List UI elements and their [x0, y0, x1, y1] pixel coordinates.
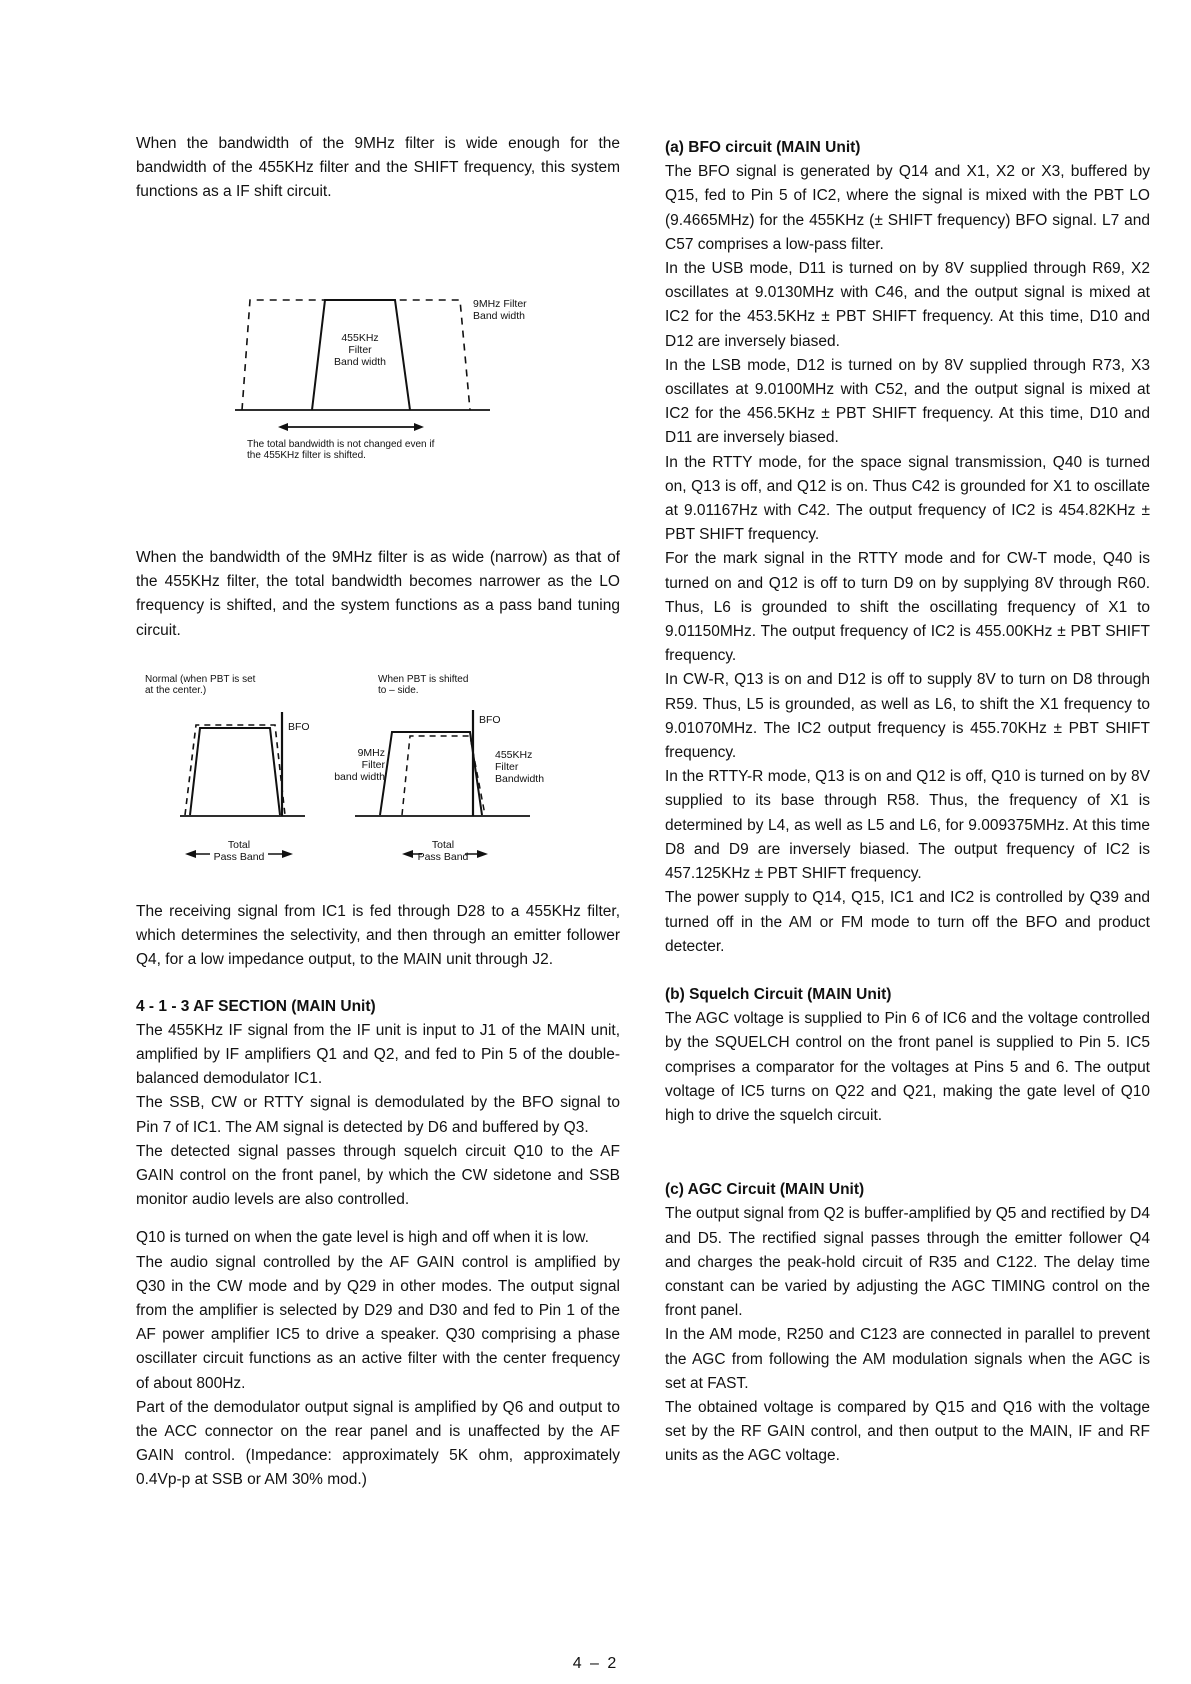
- total-label-right: Total: [431, 839, 455, 851]
- squelch-heading: (b) Squelch Circuit (MAIN Unit): [665, 985, 892, 1003]
- pbt-shifted-title-line2: to – side.: [378, 685, 419, 696]
- pbt-shifted-title-line1: When PBT is shifted: [378, 674, 469, 685]
- pbt-diagram: [140, 670, 610, 880]
- af-paragraph-6: Part of the demodulator output signal is amplified by Q6 and output to the ACC connector on the rear panel and is unaffected by the AF GAIN control. (Impedance: approximately 5K ohm, approximately 0.4Vp-p at SSB or AM 30% mod.): [136, 1398, 620, 1489]
- agc-heading: (c) AGC Circuit (MAIN Unit): [665, 1181, 865, 1199]
- filter455-line3: Bandwidth: [495, 773, 545, 785]
- left-column-bottom: [136, 900, 620, 1493]
- filter455-line1: 455KHz: [495, 749, 533, 761]
- filter9-line2: Filter: [361, 759, 385, 771]
- left-column-pbt: [136, 546, 620, 643]
- label-9mhz-line2: Band width: [473, 310, 525, 322]
- agc-paragraph-2: In the AM mode, R250 and C123 are connected in parallel to prevent the AGC from following the AM modulation signals when the AGC is set at FAST.: [665, 1326, 1150, 1392]
- bfo-paragraph-4: In the RTTY mode, for the space signal transmission, Q40 is turned on, Q13 is off, and Q12 is on. Thus C42 is grounded for X1 to oscillate at 9.01167Hz with C42. The output frequency of IC2 is 454.82KHz ± PBT SHIFT frequency.: [665, 453, 1150, 544]
- bfo-paragraph-5: For the mark signal in the RTTY mode and for CW-T mode, Q40 is turned on and Q12 is off to turn D9 on by supplying 8V through R60. Thus, L6 is grounded to shift the oscillating frequency of X1 to 9.01150MHz. The output frequency of IC2 is 455.00KHz ± PBT SHIFT frequency.: [665, 550, 1150, 665]
- agc-paragraph-1: The output signal from Q2 is buffer-amplified by Q5 and rectified by D4 and D5. The rectified signal passes through the emitter follower Q4 and charges the peak-hold circuit of R35 and C122. The delay time constant can be varied by adjusting the AGC TIMING control on the front panel.: [665, 1205, 1150, 1320]
- bfo-paragraph-6: In CW-R, Q13 is on and D12 is off to supply 8V to turn on D8 through R59. Thus, L5 is grounded, as well as L6, to shift the X1 frequency to 9.01070MHz. The IC2 output frequency is 455.70KHz ± PBT SHIFT frequency.: [665, 671, 1150, 762]
- right-column: [665, 136, 1150, 1469]
- af-paragraph-5: The audio signal controlled by the AF GAIN control is amplified by Q30 in the CW mode and by Q29 in other modes. The output signal from the amplifier is selected by D29 and D30 and fed to Pin 1 of the AF power amplifier IC5 to drive a speaker. Q30 comprising a phase oscillater circuit functions as an active filter with the center frequency of about 800Hz.: [136, 1253, 620, 1392]
- label-455-line2: Filter: [348, 344, 372, 356]
- bfo-label-right: BFO: [479, 714, 501, 726]
- paragraph-receiving-signal: The receiving signal from IC1 is fed through D28 to a 455KHz filter, which determines the selectivity, and then through an emitter follower Q4, for a low impedance output, to the MAIN unit through J2.: [136, 903, 620, 969]
- label-455-line1: 455KHz: [341, 332, 379, 344]
- total-label-left: Total: [227, 839, 251, 851]
- pass-band-label-left: Pass Band: [213, 851, 265, 863]
- af-paragraph-4: Q10 is turned on when the gate level is high and off when it is low.: [136, 1229, 589, 1247]
- filter455-line2: Filter: [495, 761, 519, 773]
- paragraph-if-shift: When the bandwidth of the 9MHz filter is wide enough for the bandwidth of the 455KHz filter and the SHIFT frequency, this system functions as a IF shift circuit.: [136, 135, 620, 201]
- bfo-paragraph-7: In the RTTY-R mode, Q13 is on and Q12 is off, Q10 is turned on by 8V supplied to its base through R58. Thus, the frequency of X1 is determined by L4, as well as L5 and L6, for 9.009375MHz. At this time D8 and D9 are inversely biased. The output frequency of IC2 is 457.125KHz ± PBT SHIFT frequency.: [665, 768, 1150, 883]
- bfo-paragraph-3: In the LSB mode, D12 is turned on by 8V supplied through R73, X3 oscillates at 9.0100MHz with C52, and the output signal is mixed at IC2 for the 456.5KHz ± PBT SHIFT frequency. At this time, D10 and D11 are inversely biased.: [665, 356, 1150, 447]
- left-column-top: [136, 132, 620, 205]
- bfo-paragraph-1: The BFO signal is generated by Q14 and X1, X2 or X3, buffered by Q15, fed to Pin 5 of IC2, where the signal is mixed with the PBT LO (9.4665MHz) for the 455KHz (± SHIFT frequency) BFO signal. L7 and C57 comprises a low-pass filter.: [665, 163, 1150, 253]
- pbt-normal-title-line2: at the center.): [145, 685, 207, 696]
- af-paragraph-2: The SSB, CW or RTTY signal is demodulated by the BFO signal to Pin 7 of IC1. The AM signal is detected by D6 and buffered by Q3.: [136, 1094, 620, 1136]
- label-455-line3: Band width: [334, 356, 386, 368]
- figure1-caption-line1: The total bandwidth is not changed even if: [247, 439, 435, 450]
- pbt-normal-title-line1: Normal (when PBT is set: [145, 674, 256, 685]
- agc-paragraph-3: The obtained voltage is compared by Q15 and Q16 with the voltage set by the RF GAIN control, and then output to the MAIN, IF and RF units as the AGC voltage.: [665, 1398, 1150, 1465]
- page-number: 4 – 2: [572, 1655, 619, 1672]
- section-title-af: 4 - 1 - 3 AF SECTION (MAIN Unit): [136, 997, 376, 1015]
- filter9-line3: band width: [334, 771, 385, 783]
- if-shift-diagram: [230, 285, 590, 465]
- filter9-line1: 9MHz: [357, 747, 385, 759]
- squelch-paragraph-1: The AGC voltage is supplied to Pin 6 of IC6 and the voltage controlled by the SQUELCH control on the front panel is supplied to Pin 5. IC5 comprises a comparator for the voltages at Pins 5 and 6. The output voltage of IC5 turns on Q22 and Q21, making the gate level of Q10 high to drive the squelch circuit.: [665, 1010, 1150, 1124]
- paragraph-pass-band-tuning: When the bandwidth of the 9MHz filter is as wide (narrow) as that of the 455KHz filter, the total bandwidth becomes narrower as the LO frequency is shifted, and the system functions as a pass band tuning circuit.: [136, 549, 620, 639]
- bfo-paragraph-8: The power supply to Q14, Q15, IC1 and IC2 is controlled by Q39 and turned off in the AM or FM mode to turn off the BFO and product detecter.: [665, 889, 1150, 955]
- figure1-caption-line2: the 455KHz filter is shifted.: [247, 450, 366, 461]
- label-9mhz-line1: 9MHz Filter: [473, 298, 527, 310]
- af-paragraph-1: The 455KHz IF signal from the IF unit is input to J1 of the MAIN unit, amplified by IF amplifiers Q1 and Q2, and fed to Pin 5 of the double-balanced demodulator IC1.: [136, 1021, 620, 1088]
- bfo-paragraph-2: In the USB mode, D11 is turned on by 8V supplied through R69, X2 oscillates at 9.0130MHz with C46, and the output signal is mixed at IC2 for the 453.5KHz ± PBT SHIFT frequency. At this time, D10 and D12 are inversely biased.: [665, 260, 1150, 350]
- bfo-heading: (a) BFO circuit (MAIN Unit): [665, 139, 861, 156]
- bfo-label-left: BFO: [288, 721, 310, 733]
- pass-band-label-right: Pass Band: [417, 851, 469, 863]
- af-paragraph-3: The detected signal passes through squelch circuit Q10 to the AF GAIN control on the front panel, by which the CW sidetone and SSB monitor audio levels are also controlled.: [136, 1142, 620, 1209]
